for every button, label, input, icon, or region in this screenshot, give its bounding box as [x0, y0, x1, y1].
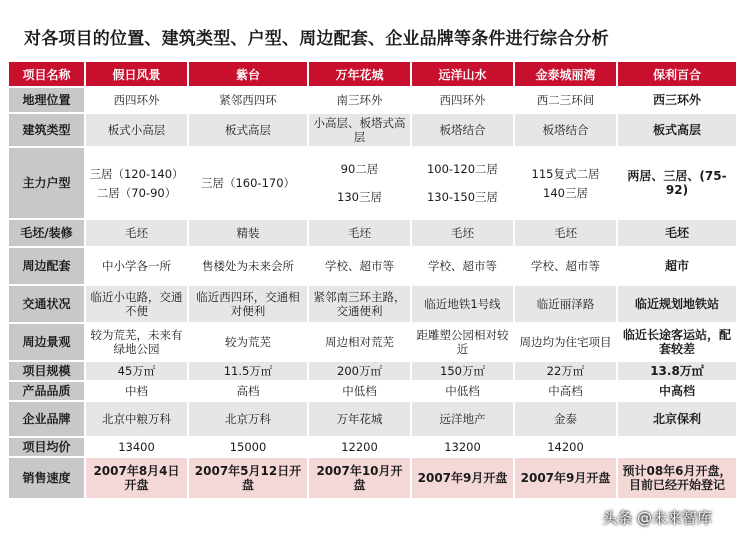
table-cell [86, 148, 187, 218]
table-cell: 远洋地产 [412, 402, 513, 436]
table-cell: 紧邻南三环主路，交通便利 [309, 286, 410, 322]
table-cell: 临近长途客运站，配套较差 [618, 324, 736, 360]
header-cell: 项目名称 [9, 62, 84, 86]
table-cell: 学校、超市等 [412, 248, 513, 284]
table-cell: 预计08年6月开盘，目前已经开始登记 [618, 458, 736, 498]
table-cell: 西四环外 [86, 88, 187, 112]
table-cell: 临近丽泽路 [515, 286, 616, 322]
table-cell: 板塔结合 [412, 114, 513, 146]
table-cell [309, 148, 410, 218]
table-cell: 13400 [86, 438, 187, 456]
header-cell: 万年花城 [309, 62, 410, 86]
table-cell: 临近西四环，交通相对便利 [189, 286, 307, 322]
header-cell: 远洋山水 [412, 62, 513, 86]
table-cell: 紧邻西四环 [189, 88, 307, 112]
row-label: 产品品质 [9, 382, 84, 400]
table-cell: 周边相对荒芜 [309, 324, 410, 360]
table-cell: 板式高层 [618, 114, 736, 146]
table-cell: 周边均为住宅项目 [515, 324, 616, 360]
table-cell: 15000 [189, 438, 307, 456]
table-cell: 售楼处为未来会所 [189, 248, 307, 284]
table-cell: 22万㎡ [515, 362, 616, 380]
table-cell: 中低档 [412, 382, 513, 400]
table-cell [618, 438, 736, 456]
table-row [9, 286, 736, 322]
table-cell: 万年花城 [309, 402, 410, 436]
table-cell: 较为荒芜 [189, 324, 307, 360]
table-cell: 毛坯 [309, 220, 410, 246]
table-cell: 中低档 [309, 382, 410, 400]
table-cell: 临近小屯路，交通不便 [86, 286, 187, 322]
table-row [9, 362, 736, 380]
table-cell: 较为荒芜，未来有绿地公园 [86, 324, 187, 360]
table-cell: 45万㎡ [86, 362, 187, 380]
row-label: 周边配套 [9, 248, 84, 284]
table-cell: 超市 [618, 248, 736, 284]
table-cell: 精装 [189, 220, 307, 246]
unit-type: 三居（120-140） [89, 166, 184, 181]
table-cell: 高档 [189, 382, 307, 400]
table-cell: 板式小高层 [86, 114, 187, 146]
table-row [9, 114, 736, 146]
table-cell: 2007年8月4日开盘 [86, 458, 187, 498]
table-cell: 中档 [86, 382, 187, 400]
header-cell: 保利百合 [618, 62, 736, 86]
table-cell: 毛坯 [86, 220, 187, 246]
table-cell: 中高档 [515, 382, 616, 400]
header-cell: 假日风景 [86, 62, 187, 86]
unit-type: 100-120二居 [426, 162, 499, 176]
table-cell: 毛坯 [515, 220, 616, 246]
table-cell: 板式高层 [189, 114, 307, 146]
table-cell: 11.5万㎡ [189, 362, 307, 380]
row-label: 建筑类型 [9, 114, 84, 146]
unit-type: 115复式二居 [531, 166, 600, 181]
row-label: 主力户型 [9, 148, 84, 218]
row-label: 地理位置 [9, 88, 84, 112]
table-cell: 南三环外 [309, 88, 410, 112]
table-cell: 13200 [412, 438, 513, 456]
row-label: 毛坯/装修 [9, 220, 84, 246]
table-cell: 200万㎡ [309, 362, 410, 380]
row-label: 销售速度 [9, 458, 84, 498]
table-cell: 西二三环间 [515, 88, 616, 112]
row-label: 周边景观 [9, 324, 84, 360]
table-cell: 小高层、板塔式高层 [309, 114, 410, 146]
table-cell: 西四环外 [412, 88, 513, 112]
table-cell: 北京万科 [189, 402, 307, 436]
table-cell: 金泰 [515, 402, 616, 436]
unit-type: 90二居 [340, 162, 379, 176]
row-label: 交通状况 [9, 286, 84, 322]
table-cell: 毛坯 [618, 220, 736, 246]
row-label: 项目规模 [9, 362, 84, 380]
table-cell: 2007年9月开盘 [515, 458, 616, 498]
unit-type: 140三居 [543, 185, 588, 200]
table-cell: 中小学各一所 [86, 248, 187, 284]
table-cell: 2007年9月开盘 [412, 458, 513, 498]
table-row [9, 324, 736, 360]
comparison-table [7, 60, 738, 500]
page-title: 对各项目的位置、建筑类型、户型、周边配套、企业品牌等条件进行综合分析 [24, 29, 609, 49]
table-cell: 毛坯 [412, 220, 513, 246]
table-cell: 北京中粮万科 [86, 402, 187, 436]
table-cell: 板塔结合 [515, 114, 616, 146]
header-cell: 紫台 [189, 62, 307, 86]
table-row [9, 148, 736, 218]
table-cell: 临近规划地铁站 [618, 286, 736, 322]
row-label: 企业品牌 [9, 402, 84, 436]
table-cell: 14200 [515, 438, 616, 456]
table-cell: 2007年5月12日开盘 [189, 458, 307, 498]
table-cell [618, 148, 736, 218]
unit-type: 二居（70-90） [96, 185, 177, 200]
watermark: 头条 @未来智库 [602, 509, 712, 527]
table-cell [412, 148, 513, 218]
table-cell: 北京保利 [618, 402, 736, 436]
table-cell: 西三环外 [618, 88, 736, 112]
table-row [9, 88, 736, 112]
table-cell: 2007年10月开盘 [309, 458, 410, 498]
table-cell: 12200 [309, 438, 410, 456]
table-cell: 13.8万㎡ [618, 362, 736, 380]
unit-type: 三居（160-170） [200, 176, 296, 190]
table-cell: 临近地铁1号线 [412, 286, 513, 322]
unit-type: 130三居 [337, 190, 382, 204]
table-cell: 学校、超市等 [515, 248, 616, 284]
table-row [9, 248, 736, 284]
table-cell [189, 148, 307, 218]
unit-type: 130-150三居 [426, 190, 499, 204]
table-cell: 距雕塑公园相对较近 [412, 324, 513, 360]
row-label: 项目均价 [9, 438, 84, 456]
table-row [9, 438, 736, 456]
table-cell [515, 148, 616, 218]
table-row [9, 220, 736, 246]
table-header-row [9, 62, 736, 86]
table-row [9, 382, 736, 400]
table-cell: 150万㎡ [412, 362, 513, 380]
table-row [9, 458, 736, 498]
table-cell: 中高档 [618, 382, 736, 400]
unit-type: 两居、三居、(75-92) [627, 169, 727, 197]
table-row [9, 402, 736, 436]
table-cell: 学校、超市等 [309, 248, 410, 284]
header-cell: 金泰城丽湾 [515, 62, 616, 86]
